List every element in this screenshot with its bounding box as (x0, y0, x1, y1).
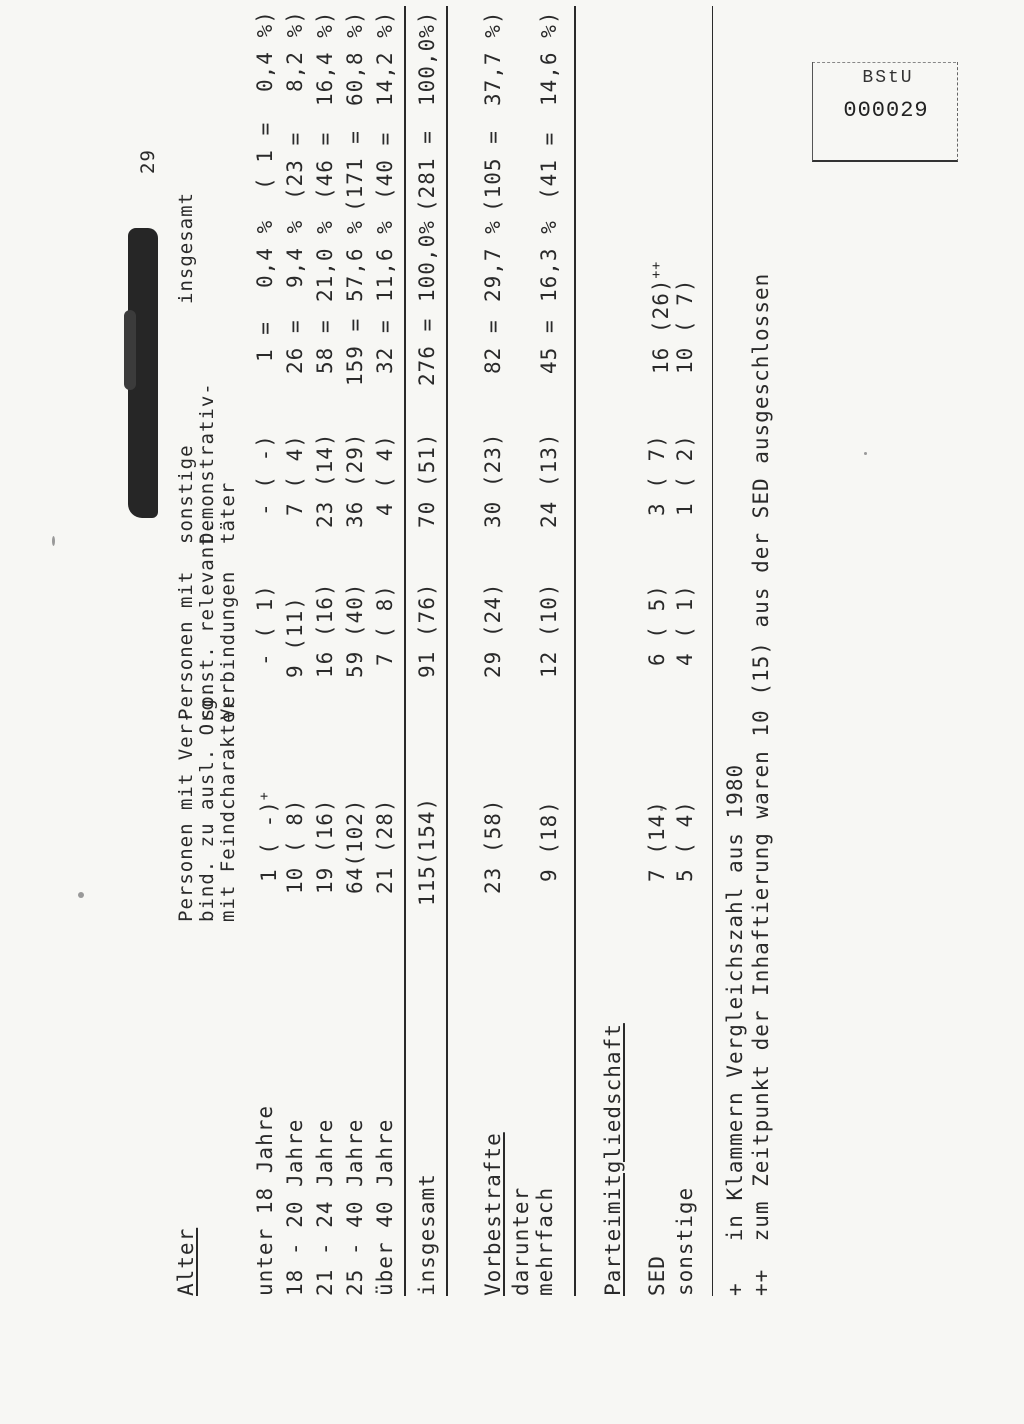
cell-col1: 10 ( 8) (283, 798, 307, 894)
party-label: sonstige (673, 1186, 697, 1296)
cell-col2: - ( 1) (253, 584, 277, 666)
footnote: + in Klammern Vergleichszahl aus 1980 (723, 763, 747, 1296)
cell-col1: 64(102) (343, 798, 367, 894)
party-col2: 6 ( 5) (645, 584, 669, 666)
cell-col1: 1 ( -)+ (257, 791, 281, 882)
cell-total-n: 26 = (283, 319, 307, 374)
cell-col3: 23 (14) (313, 432, 337, 528)
page-number: 29 (137, 149, 159, 174)
prior-compare-n: (105 = (481, 130, 505, 212)
party-col1: 7 (14) (645, 800, 669, 882)
prior-col1: 23 (58) (481, 798, 505, 894)
prior-multi-compare-n: (41 = (537, 131, 561, 200)
cell-compare-n: (40 = (373, 131, 397, 200)
cell-total-pct: 0,4 % (253, 219, 277, 288)
stamp-archive-name: BStU (862, 68, 914, 88)
cell-total-n: 1 = (253, 321, 277, 362)
cell-col2: 9 (11) (283, 596, 307, 678)
cell-col3: - ( -) (253, 434, 277, 516)
party-total: 10 ( 7) (673, 278, 697, 374)
cell-compare-pct: 16,4 %) (313, 10, 337, 106)
total-col3: 70 (51) (415, 432, 439, 528)
prior-multi-pct: 16,3 % (537, 220, 561, 302)
cell-compare-pct: 0,4 %) (253, 10, 277, 92)
cell-compare-n: (23 = (283, 131, 307, 200)
cell-total-n: 58 = (313, 319, 337, 374)
cell-compare-n: ( 1 = (253, 121, 277, 190)
cell-compare-pct: 8,2 %) (283, 10, 307, 92)
party-col3: 3 ( 7) (645, 434, 669, 516)
cell-total-pct: 57,6 % (343, 220, 367, 302)
prior-n: 82 = (481, 319, 505, 374)
row-label: 18 - 20 Jahre (283, 1118, 307, 1296)
cell-compare-n: (171 = (343, 130, 367, 212)
row-label: 25 - 40 Jahre (343, 1118, 367, 1296)
prior-multi-label2: mehrfach (533, 1186, 557, 1296)
cell-col2: 7 ( 8) (373, 584, 397, 666)
total-compare-n: (281 = (415, 130, 439, 212)
cell-col3: 4 ( 4) (373, 434, 397, 516)
prior-label: Vorbestrafte (481, 1132, 505, 1296)
prior-multi-label: darunter (509, 1186, 533, 1296)
cell-col3: 36 (29) (343, 432, 367, 528)
cell-total-n: 159 = (343, 317, 367, 386)
divider (446, 6, 448, 1296)
cell-col1: 21 (28) (373, 798, 397, 894)
total-pct: 100,0% (415, 220, 439, 302)
party-heading: Parteimitgliedschaft (601, 1023, 625, 1296)
cell-total-n: 32 = (373, 319, 397, 374)
row-label: unter 18 Jahre (253, 1104, 277, 1296)
footnote: ++ zum Zeitpunkt der Inhaftierung waren 10 (15) aus der SED ausgeschlossen (749, 272, 773, 1296)
total-row-label: insgesamt (415, 1173, 439, 1296)
party-col3: 1 ( 2) (673, 434, 697, 516)
cell-col2: 59 (40) (343, 582, 367, 678)
row-label: über 40 Jahre (373, 1118, 397, 1296)
prior-multi-n: 45 = (537, 319, 561, 374)
prior-col3: 30 (23) (481, 432, 505, 528)
total-n: 276 = (415, 317, 439, 386)
cell-total-pct: 21,0 % (313, 220, 337, 302)
prior-multi-compare-pct: 14,6 %) (537, 10, 561, 106)
party-col2: 4 ( 1) (673, 584, 697, 666)
cell-col1: 19 (16) (313, 798, 337, 894)
party-label: SED (645, 1255, 669, 1296)
cell-total-pct: 9,4 % (283, 219, 307, 288)
cell-col3: 7 ( 4) (283, 434, 307, 516)
cell-compare-pct: 60,8 %) (343, 10, 367, 106)
total-col1: 115(154) (415, 796, 439, 906)
stamp-number: 000029 (843, 98, 929, 123)
header-alter: Alter (174, 1227, 198, 1296)
divider (404, 6, 406, 1296)
divider (574, 6, 576, 1296)
cell-compare-pct: 14,2 %) (373, 10, 397, 106)
prior-col2: 29 (24) (481, 582, 505, 678)
prior-pct: 29,7 % (481, 220, 505, 302)
header-col2: Personen mit sonst. relevant. Verbindungen (175, 520, 239, 720)
header-col1: Personen mit Ver- bind. zu ausl. Org. mit Feindcharakter (175, 685, 239, 922)
prior-multi-col3: 24 (13) (537, 432, 561, 528)
row-label: 21 - 24 Jahre (313, 1118, 337, 1296)
prior-compare-pct: 37,7 %) (481, 10, 505, 106)
total-compare-pct: 100,0%) (415, 10, 439, 106)
cell-compare-n: (46 = (313, 131, 337, 200)
total-col2: 91 (76) (415, 582, 439, 678)
party-total: 16 (26)++ (649, 260, 673, 374)
prior-multi-col2: 12 (10) (537, 582, 561, 678)
prior-multi-col1: 9 (18) (537, 800, 561, 882)
cell-col2: 16 (16) (313, 582, 337, 678)
party-col1: 5 ( 4) (673, 800, 697, 882)
cell-total-pct: 11,6 % (373, 220, 397, 302)
header-col4: insgesamt (175, 192, 197, 304)
footnote-divider (712, 6, 713, 1296)
header-col3: sonstige Demonstrativ- täter (175, 382, 239, 544)
